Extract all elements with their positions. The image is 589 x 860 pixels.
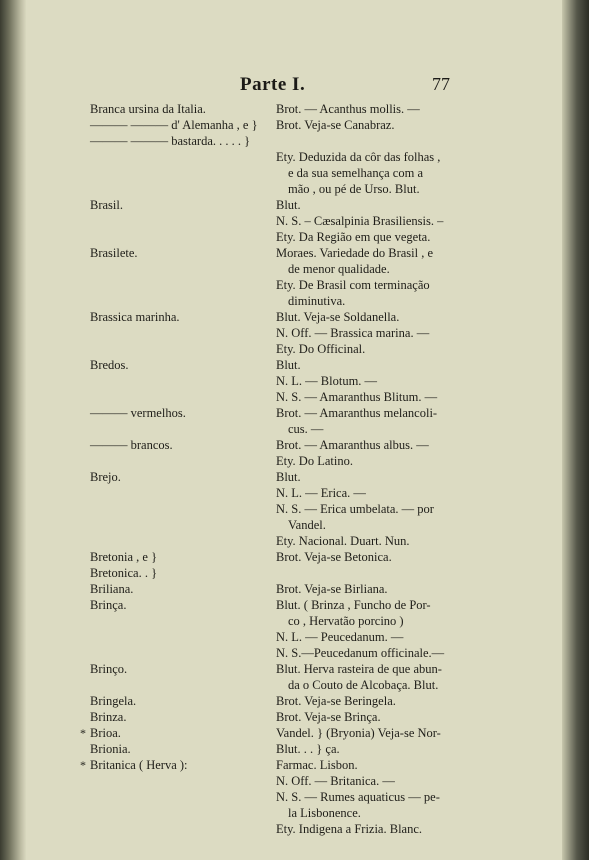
entry-headword: Briliana. — [90, 582, 134, 596]
entry-definition: Ety. Da Região em que vegeta. — [276, 230, 431, 244]
entry-headword: Bretonia , e } — [90, 550, 158, 564]
entry-headword: ——— ——— d' Alemanha , e } — [90, 118, 258, 132]
entry-definition: de menor qualidade. — [288, 262, 390, 276]
entry-headword: Brionia. — [90, 742, 131, 756]
entry-definition: co , Hervatão porcino ) — [288, 614, 404, 628]
entry-headword: Brassica marinha. — [90, 310, 180, 324]
entry-headword: Bretonica. . } — [90, 566, 158, 580]
entry-definition: Farmac. Lisbon. — [276, 758, 358, 772]
entry-definition: Brot. Veja-se Betonica. — [276, 550, 392, 564]
entry-definition: Brot. Veja-se Canabraz. — [276, 118, 395, 132]
entry-headword: Brejo. — [90, 470, 121, 484]
entry-headword: Bredos. — [90, 358, 129, 372]
entry-headword: ——— brancos. — [90, 438, 173, 452]
entry-definition: Blut. — [276, 358, 301, 372]
entry-definition: Ety. Indigena a Frizia. Blanc. — [276, 822, 423, 836]
entry-headword: Bringela. — [90, 694, 137, 708]
entry-headword: Brasilete. — [90, 246, 138, 260]
entry-definition: Blut. — [276, 470, 301, 484]
entry-headword: Brinza. — [90, 710, 127, 724]
entry-headword: ——— ——— bastarda. . . . . } — [90, 134, 251, 148]
entry-definition: Brot. Veja-se Brinça. — [276, 710, 381, 724]
entry-headword: Britanica ( Herva ): — [90, 758, 188, 772]
entry-definition: Ety. Nacional. Duart. Nun. — [276, 534, 410, 548]
entry-definition: N. L. — Peucedanum. — — [276, 630, 404, 644]
entry-definition: N. Off. — Britanica. — — [276, 774, 395, 788]
entry-headword: Brinço. — [90, 662, 128, 676]
page-number: 77 — [432, 74, 450, 94]
entry-definition: cus. — — [288, 422, 324, 436]
entry-definition: mão , ou pé de Urso. Blut. — [288, 182, 420, 196]
entry-definition: N. S. – Cæsalpinia Brasiliensis. – — [276, 214, 444, 228]
entry-headword: Brasil. — [90, 198, 123, 212]
asterisk-mark: * — [80, 758, 86, 772]
entry-definition: Ety. Do Officinal. — [276, 342, 366, 356]
entry-definition: Blut. Veja-se Soldanella. — [276, 310, 400, 324]
entry-headword: ——— vermelhos. — [90, 406, 186, 420]
entry-definition: N. S.—Peucedanum officinale.— — [276, 646, 445, 660]
entry-definition: diminutiva. — [288, 294, 346, 308]
entry-definition: Brot. Veja-se Beringela. — [276, 694, 396, 708]
entry-definition: N. L. — Blotum. — — [276, 374, 378, 388]
entry-definition: N. S. — Amaranthus Blitum. — — [276, 390, 438, 404]
entry-definition: N. S. — Erica umbelata. — por — [276, 502, 434, 516]
entry-definition: Blut. ( Brinza , Funcho de Por- — [276, 598, 431, 612]
entry-definition: Vandel. — [288, 518, 326, 532]
entry-definition: Ety. De Brasil com terminação — [276, 278, 430, 292]
entry-definition: Ety. Deduzida da côr das folhas , — [276, 150, 441, 164]
glossary-line — [0, 821, 589, 839]
entry-headword: Brinça. — [90, 598, 127, 612]
entry-definition: Moraes. Variedade do Brasil , e — [276, 246, 434, 260]
entry-definition: Vandel. } (Bryonia) Veja-se Nor- — [276, 726, 441, 740]
entry-headword: Branca ursina da Italia. — [90, 102, 206, 116]
entry-definition: Brot. — Amaranthus albus. — — [276, 438, 429, 452]
entry-definition: Blut. — [276, 198, 301, 212]
asterisk-mark: * — [80, 726, 86, 740]
entry-definition: da o Couto de Alcobaça. Blut. — [288, 678, 439, 692]
entry-definition: Ety. Do Latino. — [276, 454, 353, 468]
entry-definition: e da sua semelhança com a — [288, 166, 424, 180]
entry-definition: Brot. — Amaranthus melancoli- — [276, 406, 438, 420]
entry-definition: Blut. . . } ça. — [276, 742, 340, 756]
entry-definition: N. S. — Rumes aquaticus — pe- — [276, 790, 440, 804]
entry-definition: la Lisbonence. — [288, 806, 361, 820]
page-title: Parte I. — [240, 74, 306, 95]
entry-definition: Brot. — Acanthus mollis. — — [276, 102, 420, 116]
entry-definition: Blut. Herva rasteira de que abun- — [276, 662, 442, 676]
entry-headword: Brioa. — [90, 726, 121, 740]
entry-definition: Brot. Veja-se Birliana. — [276, 582, 388, 596]
entry-definition: N. Off. — Brassica marina. — — [276, 326, 430, 340]
entry-definition: N. L. — Erica. — — [276, 486, 366, 500]
